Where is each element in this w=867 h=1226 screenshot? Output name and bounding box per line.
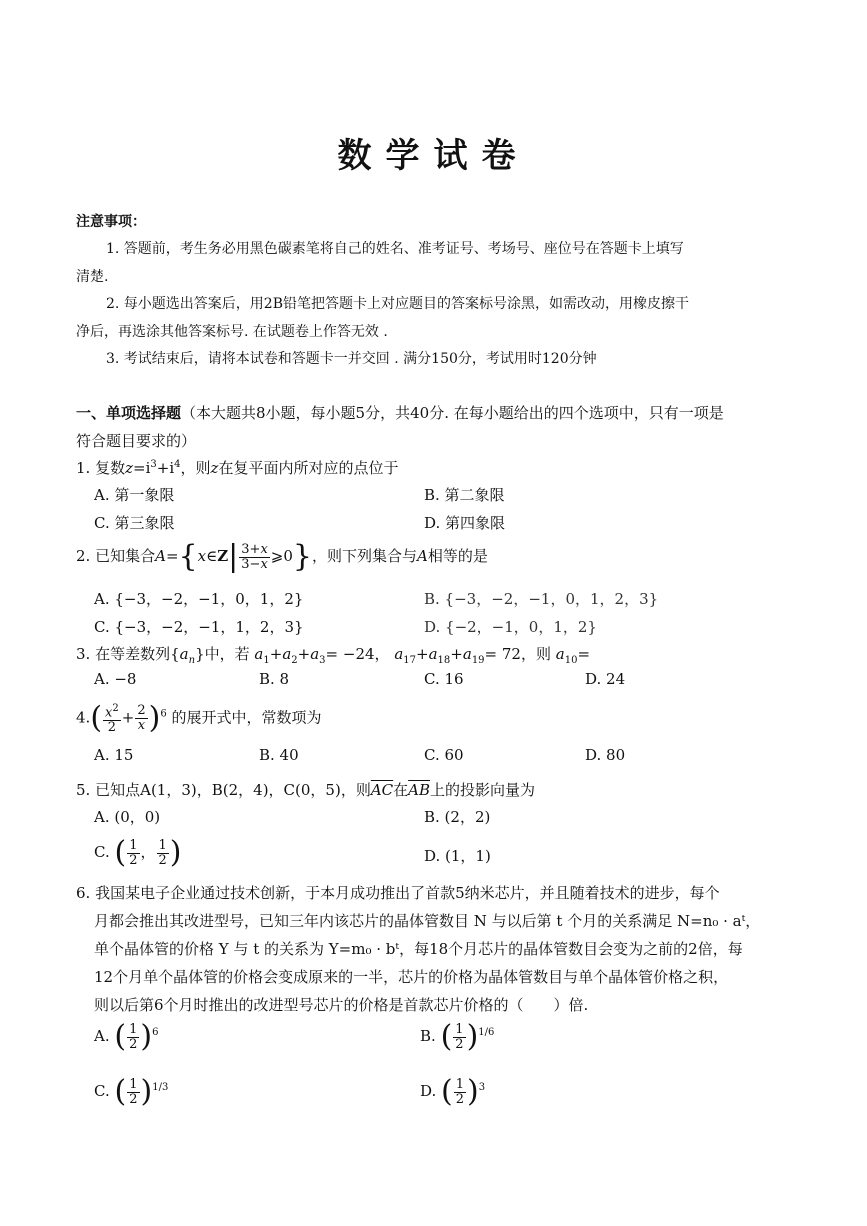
question-2: 2. 已知集合A={x∈Z| $\frac{3+x}{3-x}$ ⩾0}，则下列集合与A相等的是 [76,539,488,574]
q6-option-a: A. ( $\frac{1}{2}$ )$^6$ [94,1019,159,1054]
q2-pre: 已知集合 [95,547,156,565]
q5-option-a: A. (0，0) [94,808,161,826]
q6-number: 6. [76,884,91,902]
q2-number: 2. [76,547,91,565]
q5-number: 5. [76,781,91,799]
question-6 [76,882,720,903]
page-title: 数学试卷 [337,136,530,176]
q1-post2: 在复平面内所对应的点位于 [218,459,399,477]
q2-post: ，则下列集合与 [312,547,418,565]
q1-option-b: B. 第二象限 [424,486,505,504]
q5-text3: 在 [393,781,409,799]
notes-heading: 注意事项： [76,214,146,230]
q3-eq2: = 72，则 [484,645,551,663]
q6-option-c: C. ( $\frac{1}{2}$ )$^{1/3}$ [94,1074,169,1109]
section-heading [76,402,724,423]
q1-option-c: C. 第三象限 [94,514,175,532]
q6-option-b: B. ( $\frac{1}{2}$ )$^{1/6}$ [420,1019,495,1054]
question-1: 1. 复数$z=i^3+i^4$，则z在复平面内所对应的点位于 [76,459,399,477]
q4-option-a: A. 15 [94,746,134,764]
section-desc-1: （本大题共8小题，每小题5分，共40分. 在每小题给出的四个选项中，只有一项是 [181,404,724,422]
q1-pre: 复数 [95,459,126,477]
q6-line-1: 我国某电子企业通过技术创新，于本月成功推出了首款5纳米芯片，并且随着技术的进步，每个 [95,884,720,902]
q5-text1: 已知点 [95,781,141,799]
note-line-3: 2. 每小题选出答案后，用2B铅笔把答题卡上对应题目的答案标号涂黑，如需改动，用橡皮擦干 [106,296,690,312]
q4-post: 的展开式中，常数项为 [171,708,322,727]
note-line-4: 净后，再选涂其他答案标号. 在试题卷上作答无效 . [76,324,388,340]
q5-text2: 则 [355,781,371,799]
q6-line-5: 则以后第6个月时推出的改进型号芯片的价格是首款芯片价格的（ ）倍. [94,996,589,1014]
q6-line-4: 12个月单个晶体管的价格会变成原来的一半，芯片的价格为晶体管数目与单个晶体管价格之积， [94,968,729,986]
note-line-5: 3. 考试结束后，请将本试卷和答题卡一并交回 . 满分150分，考试用时120分钟 [106,351,597,367]
q6-option-b-label: B. [420,1027,436,1045]
q5-option-d: D. (1，1) [424,847,491,865]
q5-text4: 上的投影向量为 [430,781,536,799]
q3-option-c: C. 16 [424,670,464,688]
q3-number: 3. [76,645,91,663]
q2-option-d: D. {−2，−1，0，1，2} [424,618,597,636]
question-3: 3. 在等差数列$\{a_n\}$中，若 $a_1+a_2+a_3= -24$， $a_{17}+a_{18}+a_{19}= 72$，则 $a_{10}=$ [76,645,591,666]
section-desc-2: 符合题目要求的） [76,432,197,450]
q3-mid: 中，若 [204,645,250,663]
q5-option-b: B. (2，2) [424,808,491,826]
q1-option-a: A. 第一象限 [94,486,175,504]
q6-line-3: 单个晶体管的价格 Y 与 t 的关系为 Y=m₀ · bᵗ，每18个月芯片的晶体管数目会变为之前的2倍，每 [94,940,743,958]
q2-option-c: C. {−3，−2，−1，1，2，3} [94,618,304,636]
note-line-2: 清楚. [76,269,109,285]
q6-option-d: D. ( $\frac{1}{2}$ )$^3$ [420,1074,486,1109]
q3-pre: 在等差数列 [95,645,171,663]
q5-points: A(1，3)，B(2，4)，C(0，5)， [140,781,356,799]
q3-option-a: A. −8 [94,670,137,688]
q3-option-d: D. 24 [585,670,626,688]
q1-post: ，则 [180,459,211,477]
note-line-1: 1. 答题前，考生务必用黑色碳素笔将自己的姓名、准考证号、考场号、座位号在答题卡上填写 [106,241,684,257]
question-4: 4.( $\frac{x^2}{2}$ + $\frac{2}{x}$ )$^6$ 的展开式中，常数项为 [76,700,322,736]
q1-option-d: D. 第四象限 [424,514,506,532]
q5-option-c: C. ( $\frac{1}{2}$ ， $\frac{1}{2}$ ) [94,835,182,870]
q3-eq1: = −24， [325,645,390,663]
q3-option-b: B. 8 [259,670,290,688]
q6-option-c-label: C. [94,1082,110,1100]
q4-option-b: B. 40 [259,746,299,764]
q6-option-d-label: D. [420,1082,437,1100]
q2-option-b: B. {−3，−2，−1，0，1，2，3} [424,590,659,608]
q4-option-c: C. 60 [424,746,464,764]
q5-option-c-label: C. [94,843,110,861]
q6-option-a-label: A. [94,1027,110,1045]
q4-option-d: D. 80 [585,746,626,764]
q2-post2: 相等的是 [427,547,488,565]
q4-number: 4. [76,708,91,727]
q1-number: 1. [76,459,91,477]
q6-line-2: 月都会推出其改进型号，已知三年内该芯片的晶体管数目 N 与以后第 t 个月的关系满足 N=n₀ · aᵗ， [94,912,761,930]
question-5: 5. 已知点A(1，3)，B(2，4)，C(0，5)，则$\overline{AC}$在$\overline{AB}$上的投影向量为 [76,781,536,799]
q2-option-a: A. {−3，−2，−1，0，1，2} [94,590,304,608]
section-label: 一、单项选择题 [76,404,182,422]
